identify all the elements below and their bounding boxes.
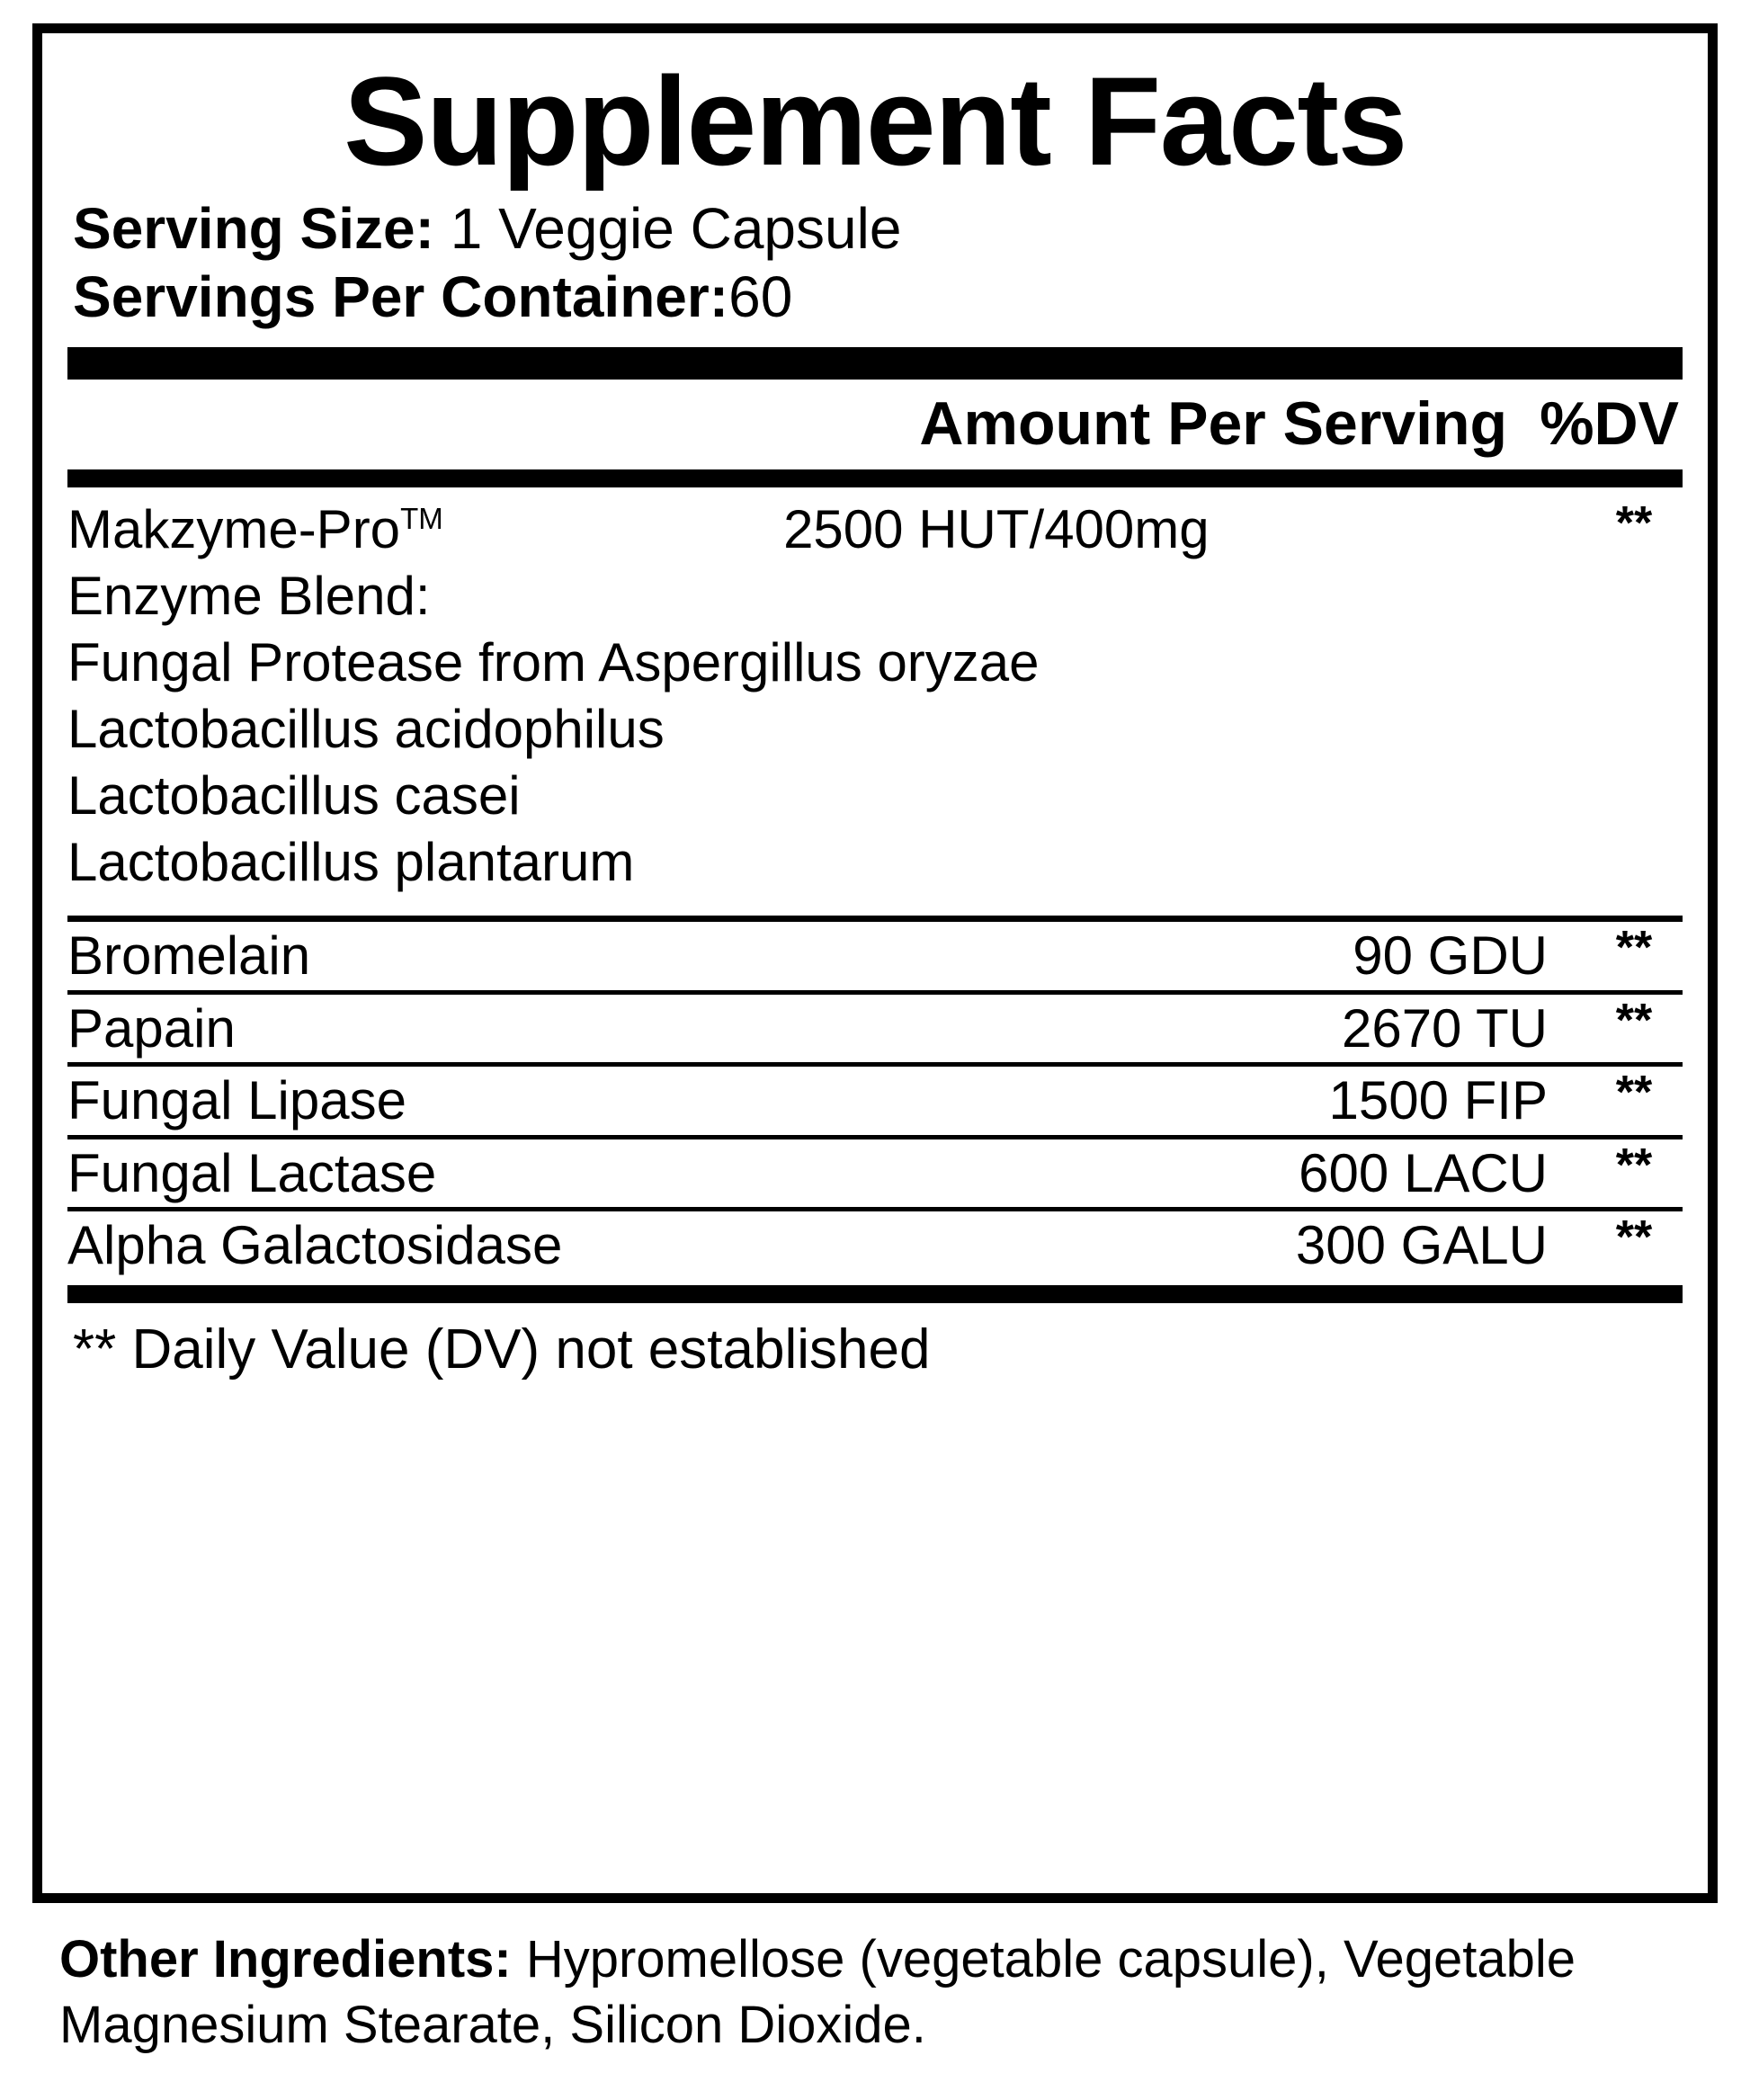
other-ingredients-label: Other Ingredients: [59,1930,512,1988]
blend-header-row [67,496,1683,562]
nutrient-row [67,922,1683,990]
daily-value-footnote: ** Daily Value (DV) not established [73,1318,931,1381]
blend-ingredient: Lactobacillus plantarum [67,831,635,892]
nutrient-amount: 300 GALU [1295,1215,1548,1276]
other-ingredients-value: Hypromellose (vegetable capsule), Vegetable Magnesium Stearate, Silicon Dioxide. [59,1930,1576,2055]
percent-dv-label: %DV [1540,389,1679,459]
amount-header-row [67,380,1683,469]
servings-per-container-label: Servings Per Container: [73,264,729,329]
nutrient-row [67,995,1683,1063]
serving-size-label: Serving Size: [73,196,434,262]
trademark-symbol: TM [400,502,443,536]
nutrient-row [67,1211,1683,1280]
nutrient-dv: ** [1615,994,1653,1047]
blend-ingredient: Fungal Protease from Aspergillus oryzae [67,631,1040,693]
other-ingredients [59,1926,1696,2058]
nutrient-name: Bromelain [67,925,311,987]
blend-ingredient: Lactobacillus casei [67,764,521,826]
nutrient-dv: ** [1615,1211,1653,1264]
blend-block [67,487,1683,896]
divider-thick-top [67,347,1683,380]
divider-before-nutrients [67,916,1683,922]
nutrient-dv: ** [1615,922,1653,975]
nutrient-name: Fungal Lactase [67,1142,437,1203]
panel-title: Supplement Facts [344,50,1406,192]
nutrient-amount: 600 LACU [1299,1142,1548,1203]
nutrient-name: Papain [67,997,236,1059]
nutrient-row [67,1139,1683,1208]
divider-medium [67,469,1683,487]
blend-name: Makzyme-Pro™ [67,499,443,560]
divider-after-nutrients [67,1285,1683,1303]
servings-per-container-line [73,264,1683,332]
nutrient-dv: ** [1615,1139,1653,1192]
nutrient-rows [67,922,1683,1280]
blend-sub-label: Enzyme Blend: [67,565,431,626]
nutrient-name: Fungal Lipase [67,1070,406,1131]
blend-amount: 2500 HUT/400mg [783,499,1210,560]
amount-per-serving-label: Amount Per Serving [919,389,1508,459]
blend-dv: ** [1615,497,1653,550]
serving-size-value: 1 Veggie Capsule [450,196,902,262]
nutrient-amount: 2670 TU [1341,997,1548,1059]
nutrient-amount: 1500 FIP [1328,1070,1548,1131]
facts-panel [32,23,1718,1903]
servings-per-container-value: 60 [728,264,793,329]
nutrient-amount: 90 GDU [1353,925,1548,987]
nutrient-dv: ** [1615,1067,1653,1120]
serving-size-line [73,195,1683,264]
nutrient-name: Alpha Galactosidase [67,1215,563,1276]
nutrient-row [67,1067,1683,1135]
blend-ingredient: Lactobacillus acidophilus [67,698,665,759]
